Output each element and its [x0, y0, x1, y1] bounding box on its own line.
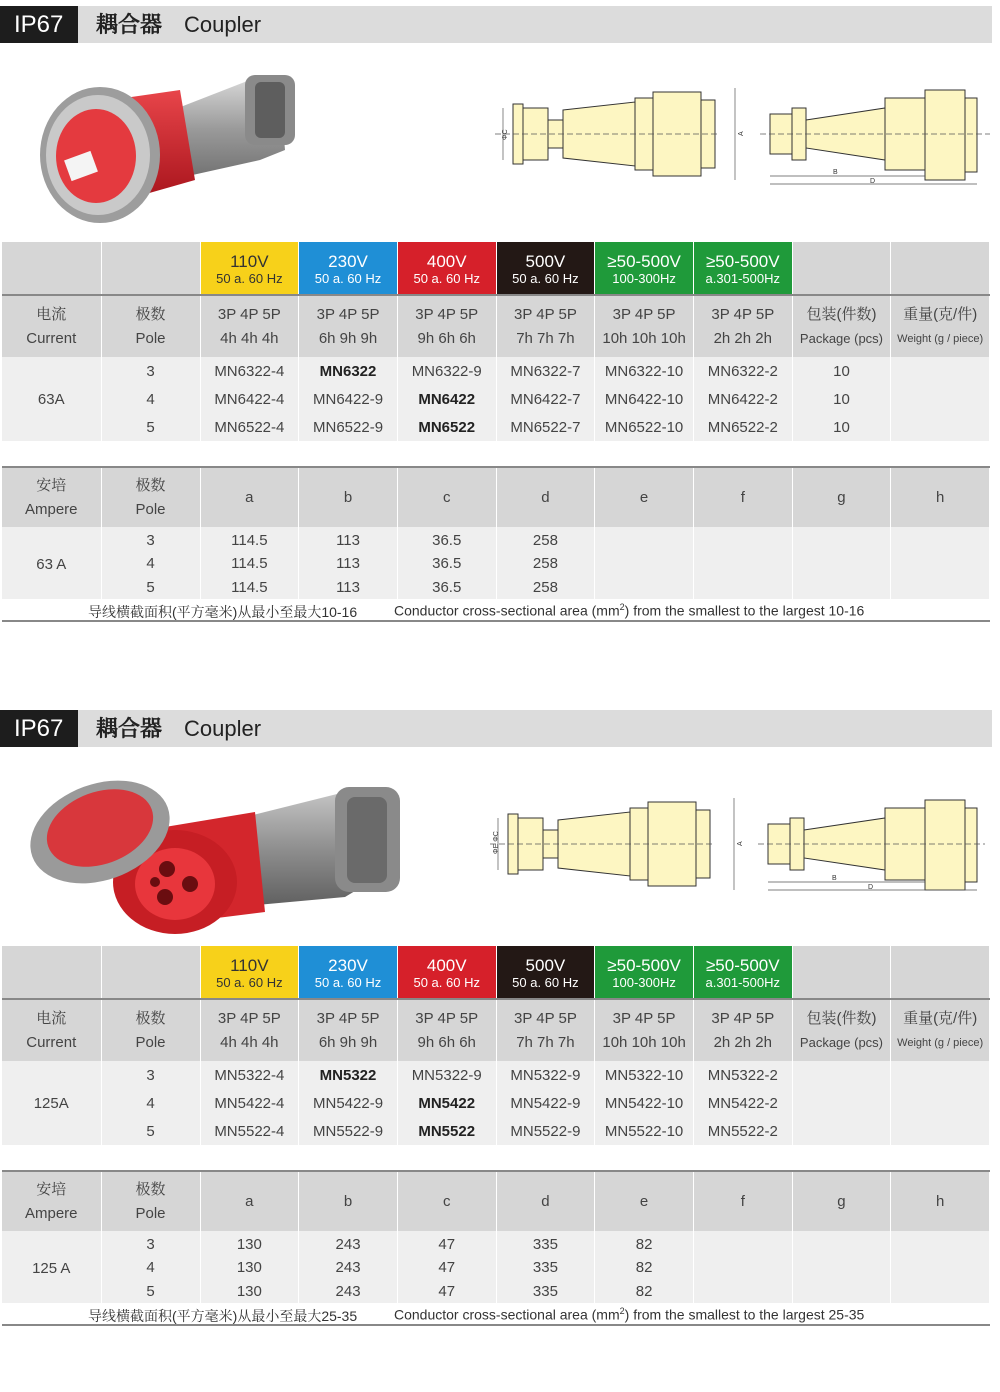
dimension-table	[2, 1170, 990, 1303]
drawing-label-b: B	[833, 169, 838, 176]
voltage-110v: 110V 50 a. 60 Hz	[200, 242, 299, 296]
header-group: 3P 4P 5P 6h 9h 9h	[299, 999, 398, 1061]
table-row: 5 MN5522-4 MN5522-9 MN5522 MN5522-9 MN5522-10 MN5522-2	[2, 1117, 990, 1145]
table-row: 4 130 243 47 335 82	[2, 1255, 990, 1279]
voltage-230v: 230V 50 a. 60 Hz	[299, 946, 398, 1000]
title-english: Coupler	[184, 12, 262, 37]
table-row: 4 MN5422-4 MN5422-9 MN5422 MN5422-9 MN5422-10 MN5422-2	[2, 1089, 990, 1117]
drawing-label-a: A	[737, 841, 744, 846]
header-dim-b: b	[299, 467, 398, 527]
title-chinese: 耦合器	[96, 12, 163, 37]
voltage-500v: 500V 50 a. 60 Hz	[496, 946, 595, 1000]
table-row: 125A 3 MN5322-4 MN5322 MN5322-9 MN5322-9 MN5322-10 MN5322-2	[2, 1061, 990, 1089]
coupler-product-image	[25, 772, 410, 937]
dimension-drawing	[495, 80, 990, 190]
voltage-110v: 110V 50 a. 60 Hz	[200, 946, 299, 1000]
drawing-label-d: D	[868, 884, 874, 891]
voltage-500v: 500V 50 a. 60 Hz	[496, 242, 595, 296]
drawing-label-a: A	[738, 131, 745, 136]
header-dim-a: a	[200, 1171, 299, 1231]
header-dim-c: c	[397, 1171, 496, 1231]
header-group: 3P 4P 5P 4h 4h 4h	[200, 295, 299, 357]
voltage-50-500v-b: ≥50-500V a.301-500Hz	[693, 242, 792, 296]
dimension-drawing	[490, 790, 985, 900]
model-table	[2, 998, 990, 1145]
header-current: 电流 Current	[2, 295, 101, 357]
drawing-label-d: D	[870, 178, 876, 185]
voltage-400v: 400V 50 a. 60 Hz	[397, 242, 496, 296]
table-row: 4 114.5 113 36.5 258	[2, 551, 990, 575]
ampere-cell: 125 A	[2, 1231, 101, 1303]
header-group: 3P 4P 5P 9h 6h 6h	[397, 295, 496, 357]
header-ampere: 安培 Ampere	[2, 467, 101, 527]
title-english: Coupler	[184, 716, 262, 741]
header-dim-h: h	[891, 1171, 990, 1231]
header-group: 3P 4P 5P 10h 10h 10h	[595, 999, 694, 1061]
header-pole: 极数 Pole	[101, 1171, 200, 1231]
header-group: 3P 4P 5P 2h 2h 2h	[693, 295, 792, 357]
header-dim-a: a	[200, 467, 299, 527]
table-row: 5 MN6522-4 MN6522-9 MN6522 MN6522-7 MN6522-10 MN6522-2 10	[2, 413, 990, 441]
note-chinese: 导线横截面积(平方毫米)从最小至最大10-16	[88, 604, 358, 620]
note-chinese: 导线横截面积(平方毫米)从最小至最大25-35	[88, 1308, 358, 1324]
header-dim-e: e	[595, 1171, 694, 1231]
note-english: Conductor cross-sectional area $(mm^2)$ from the smallest to the largest 25-35	[394, 1306, 865, 1323]
drawing-label-b: B	[832, 875, 837, 882]
header-dim-h: h	[891, 467, 990, 527]
header-weight: 重量(克/件) Weight (g / piece)	[891, 999, 990, 1061]
voltage-50-500v-a: ≥50-500V 100-300Hz	[595, 946, 694, 1000]
header-group: 3P 4P 5P 6h 9h 9h	[299, 295, 398, 357]
note-english: Conductor cross-sectional area $(mm^2)$ from the smallest to the largest 10-16	[394, 602, 865, 619]
voltage-230v: 230V 50 a. 60 Hz	[299, 242, 398, 296]
header-weight: 重量(克/件) Weight (g / piece)	[891, 295, 990, 357]
section-header	[0, 6, 992, 43]
header-dim-f: f	[693, 1171, 792, 1231]
table-row: 63A 3 MN6322-4 MN6322 MN6322-9 MN6322-7 MN6322-10 MN6322-2 10	[2, 357, 990, 385]
title-chinese: 耦合器	[96, 716, 163, 741]
header-ampere: 安培 Ampere	[2, 1171, 101, 1231]
header-dim-f: f	[693, 467, 792, 527]
header-dim-c: c	[397, 467, 496, 527]
table-row: 125 A 3 130 243 47 335 82	[2, 1231, 990, 1255]
table-row: 5 114.5 113 36.5 258	[2, 575, 990, 599]
header-pole: 极数 Pole	[101, 467, 200, 527]
voltage-header-table	[2, 242, 990, 296]
ip-rating-badge: IP67	[0, 6, 78, 43]
dimension-table	[2, 466, 990, 599]
header-group: 3P 4P 5P 7h 7h 7h	[496, 295, 595, 357]
current-cell: 63A	[2, 357, 101, 441]
header-pole: 极数 Pole	[101, 999, 200, 1061]
table-row: 5 130 243 47 335 82	[2, 1279, 990, 1303]
header-dim-g: g	[792, 467, 891, 527]
header-group: 3P 4P 5P 7h 7h 7h	[496, 999, 595, 1061]
voltage-50-500v-a: ≥50-500V 100-300Hz	[595, 242, 694, 296]
header-group: 3P 4P 5P 9h 6h 6h	[397, 999, 496, 1061]
header-dim-b: b	[299, 1171, 398, 1231]
drawing-label-phi: ΦE ΦC	[493, 831, 500, 854]
conductor-note	[2, 1304, 990, 1326]
ampere-cell: 63 A	[2, 527, 101, 599]
section-header	[0, 710, 992, 747]
current-cell: 125A	[2, 1061, 101, 1145]
voltage-50-500v-b: ≥50-500V a.301-500Hz	[693, 946, 792, 1000]
drawing-label-phi: ΦC	[502, 129, 509, 140]
header-current: 电流 Current	[2, 999, 101, 1061]
table-row: 63 A 3 114.5 113 36.5 258	[2, 527, 990, 551]
voltage-400v: 400V 50 a. 60 Hz	[397, 946, 496, 1000]
header-dim-d: d	[496, 467, 595, 527]
header-dim-e: e	[595, 467, 694, 527]
conductor-note	[2, 600, 990, 622]
header-package: 包装(件数) Package (pcs)	[792, 295, 891, 357]
ip-rating-badge: IP67	[0, 710, 78, 747]
header-group: 3P 4P 5P 10h 10h 10h	[595, 295, 694, 357]
table-row: 4 MN6422-4 MN6422-9 MN6422 MN6422-7 MN6422-10 MN6422-2 10	[2, 385, 990, 413]
header-dim-d: d	[496, 1171, 595, 1231]
coupler-product-image	[30, 60, 300, 235]
header-group: 3P 4P 5P 4h 4h 4h	[200, 999, 299, 1061]
header-pole: 极数 Pole	[101, 295, 200, 357]
header-group: 3P 4P 5P 2h 2h 2h	[693, 999, 792, 1061]
header-package: 包装(件数) Package (pcs)	[792, 999, 891, 1061]
voltage-header-table	[2, 946, 990, 1000]
model-table	[2, 294, 990, 441]
header-dim-g: g	[792, 1171, 891, 1231]
